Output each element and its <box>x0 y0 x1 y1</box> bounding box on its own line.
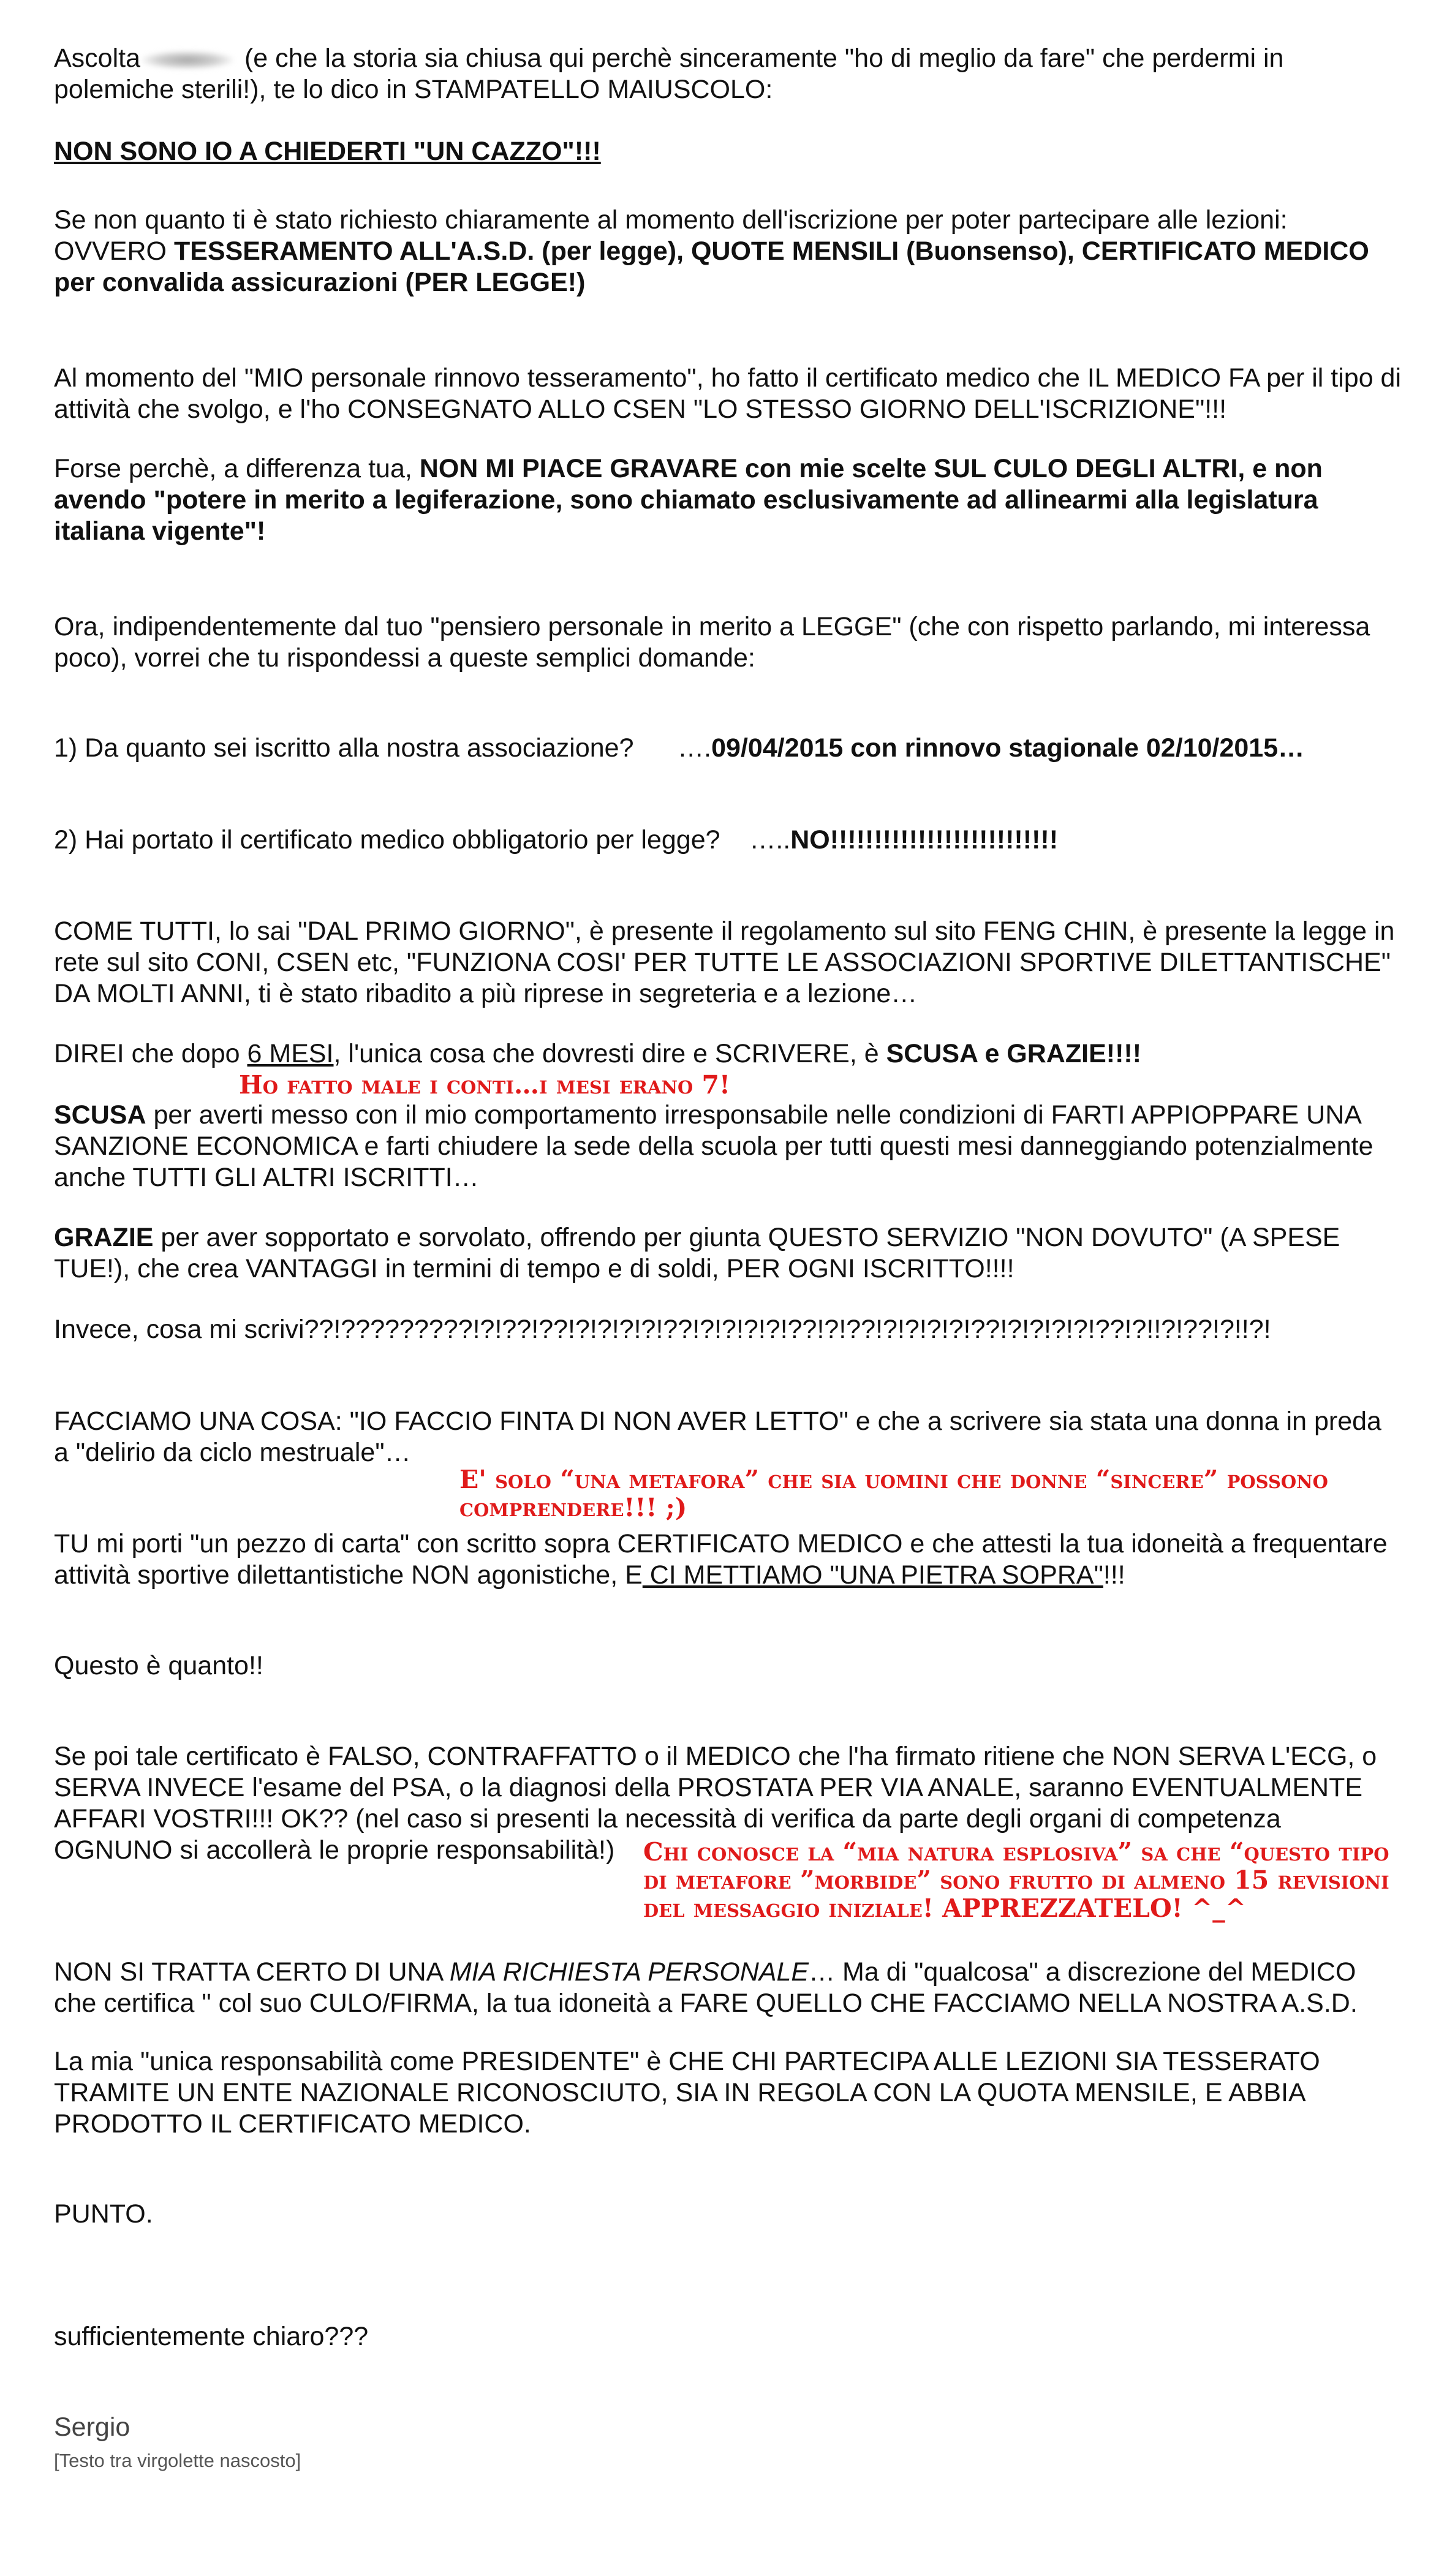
certificate-text: TU mi porti "un pezzo di carta" con scritto sopra CERTIFICATO MEDICO e che attesti la tua idoneità a frequentare attività sportive dilettantistiche NON agonistiche, E <box>54 1529 1388 1590</box>
headline: NON SONO IO A CHIEDERTI "UN CAZZO"!!! <box>54 137 601 166</box>
burden-paragraph <box>54 453 1371 547</box>
annotation-months: Ho fatto male i conti…i mesi erano 7! <box>239 1070 731 1100</box>
apology-request-text-2: , l'unica cosa che dovresti dire e SCRIVERE, è <box>333 1039 886 1068</box>
intro-text-start: Ascolta <box>54 43 141 73</box>
months-underlined: 6 MESI <box>247 1039 334 1068</box>
certificate-paragraph <box>54 1528 1402 1591</box>
stone-underlined: CI METTIAMO "UNA PIETRA SOPRA" <box>642 1560 1103 1590</box>
clear-enough-line: sufficientemente chiaro??? <box>54 2322 369 2351</box>
thanks-paragraph <box>54 1222 1402 1285</box>
question-2-answer: NO!!!!!!!!!!!!!!!!!!!!!!!!!! <box>790 825 1059 855</box>
sorry-word: SCUSA <box>54 1100 146 1130</box>
hidden-quoted-text-link[interactable]: [Testo tra virgolette nascosto] <box>54 2450 301 2471</box>
renewal-paragraph: Al momento del "MIO personale rinnovo tesseramento", ho fatto il certificato medico che IL MEDICO FA per il tipo di attività che svolgo, e l'ho CONSEGNATO ALLO CSEN "LO STESSO GIORNO DELL'ISCRIZIONE"!!! <box>54 363 1402 424</box>
president-paragraph: La mia "unica responsabilità come PRESIDENTE" è CHE CHI PARTECIPA ALLE LEZIONI SIA TESSERATO TRAMITE UN ENTE NAZIONALE RICONOSCIUTO, SIA IN REGOLA CON LA QUOTA MENSILE, E ABBIA PRODOTTO IL CERTIFICATO MEDICO. <box>54 2047 1320 2139</box>
apology-request-paragraph <box>54 1038 1141 1070</box>
requirements-paragraph <box>54 205 1402 298</box>
intro-text-rest: (e che la storia sia chiusa qui perchè sinceramente "ho di meglio da fare" che perdermi in polemiche sterili!), te lo dico in STAMPATELLO MAIUSCOLO: <box>54 43 1284 104</box>
personal-request-italic: MIA RICHIESTA PERSONALE <box>449 1957 809 1987</box>
certificate-text-end: !!! <box>1103 1560 1125 1590</box>
not-personal-paragraph <box>54 1957 1402 2019</box>
question-2 <box>54 825 1058 856</box>
thanks-text: per aver sopportato e sorvolato, offrendo per giunta QUESTO SERVIZIO "NON DOVUTO" (A SPESE TUE!), che crea VANTAGGI in termini di tempo e di soldi, PER OGNI ISCRITTO!!!! <box>54 1223 1340 1283</box>
annotation-metaphor: E' solo “una metafora” che sia uomini che donne “sincere” possono comprendere!!! ;) <box>459 1465 1328 1522</box>
sorry-thanks-bold: SCUSA e GRAZIE!!!! <box>886 1039 1142 1068</box>
false-certificate-paragraph: Se poi tale certificato è FALSO, CONTRAFFATTO o il MEDICO che l'ha firmato ritiene che NON SERVA L'ECG, o SERVA INVECE l'esame del PSA, o la diagnosi della PROSTATA PER VIA ANALE, saranno EVENTUALMENTE AFFARI VOSTRI!!! OK?? (nel caso si presenti la necessità di verifica da parte degli organi di competenza OGNUNO si accollerà le proprie responsabilità!) <box>54 1742 1377 1865</box>
thanks-word: GRAZIE <box>54 1223 154 1252</box>
questions-intro-paragraph: Ora, indipendentemente dal tuo "pensiero personale in merito a LEGGE" (che con rispetto parlando, mi interessa poco), vorrei che tu rispondessi a queste semplici domande: <box>54 612 1370 673</box>
pretend-paragraph: FACCIAMO UNA COSA: "IO FACCIO FINTA DI NON AVER LETTO" e che a scrivere sia stata una donna in preda a "delirio da ciclo mestruale"… <box>54 1407 1381 1467</box>
annotation-revisions: Chi conosce la “mia natura esplosiva” sa che “questo tipo di metafore ”morbide” sono frutto di almeno 15 revisioni del messaggio iniziale! APPREZZATELO! ^_^ <box>643 1837 1389 1923</box>
apology-request-text: DIREI che dopo <box>54 1039 247 1068</box>
burden-text: Forse perchè, a differenza tua, <box>54 454 420 483</box>
question-1-answer: 09/04/2015 con rinnovo stagionale 02/10/2015… <box>711 733 1305 763</box>
requirements-text: Se non quanto ti è stato richiesto chiaramente al momento dell'iscrizione per poter partecipare alle lezioni: OVVERO <box>54 205 1288 266</box>
rules-paragraph: COME TUTTI, lo sai "DAL PRIMO GIORNO", è presente il regolamento sul sito FENG CHIN, è presente la legge in rete sul sito CONI, CSEN etc, "FUNZIONA COSI' PER TUTTE LE ASSOCIAZIONI SPORTIVE DILETTANTISCHE" DA MOLTI ANNI, ti è stato ribadito a più riprese in segreteria e a lezione… <box>54 916 1395 1008</box>
redacted-name-blur <box>142 51 233 69</box>
sorry-paragraph <box>54 1100 1402 1193</box>
question-2-text: 2) Hai portato il certificato medico obbligatorio per legge? ….. <box>54 825 791 855</box>
signature: Sergio <box>54 2412 130 2442</box>
requirements-bold: TESSERAMENTO ALL'A.S.D. (per legge), QUOTE MENSILI (Buonsenso), CERTIFICATO MEDICO per convalida assicurazioni (PER LEGGE!) <box>54 236 1369 297</box>
sorry-text: per averti messo con il mio comportamento irresponsabile nelle condizioni di FARTI APPIOPPARE UNA SANZIONE ECONOMICA e farti chiudere la sede della scuola per tutti questi mesi danneggiando potenzialmente anche TUTTI GLI ALTRI ISCRITTI… <box>54 1100 1373 1192</box>
question-marks-line: Invece, cosa mi scrivi??!?????????!?!??!??!?!?!?!?!??!?!?!?!?!??!?!??!?!?!?!?!??!?!?!?!?!??!?!!?!??!?!!?! <box>54 1315 1271 1344</box>
not-personal-text: NON SI TRATTA CERTO DI UNA <box>54 1957 450 1987</box>
intro-paragraph <box>54 43 1365 105</box>
question-1-text: 1) Da quanto sei iscritto alla nostra associazione? …. <box>54 733 712 763</box>
question-1 <box>54 733 1304 764</box>
burden-bold: NON MI PIACE GRAVARE con mie scelte SUL CULO DEGLI ALTRI, e non avendo "potere in merito a legiferazione, sono chiamato esclusivamente ad allinearmi alla legislatura italiana vigente"! <box>54 454 1323 546</box>
full-stop-line: PUNTO. <box>54 2199 153 2229</box>
not-personal-text-2: … Ma di "qualcosa" a discrezione del MEDICO che certifica " col suo CULO/FIRMA, la tua idoneità a FARE QUELLO CHE FACCIAMO NELLA NOSTRA A.S.D. <box>54 1957 1358 2018</box>
that-is-all-line: Questo è quanto!! <box>54 1651 263 1680</box>
